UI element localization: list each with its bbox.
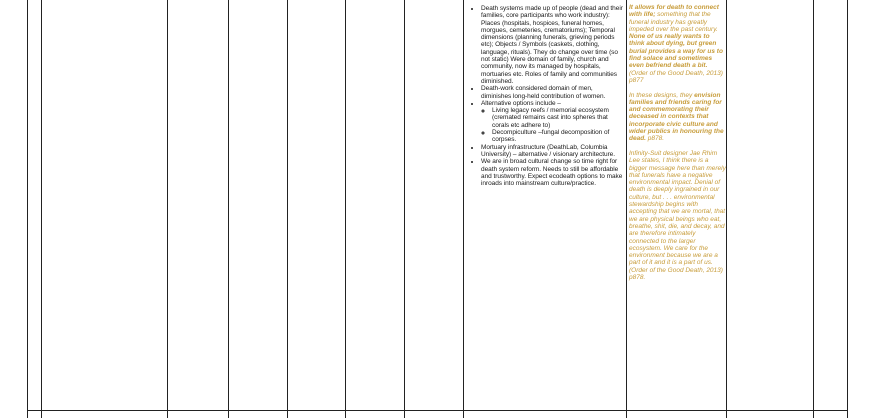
table-bottom-rule [27,410,847,411]
notes-bullet: • Death-work considered domain of men, diminishes long-held contribution of women. [481,85,623,100]
quote-emphasis: It allows for death to connect with life; [629,4,719,19]
quote-text: something that the funeral industry has greatly impeded over the past century. [629,11,718,33]
notes-bullet: • We are in broad cultural change so time right for death system reform. Needs to still be affordable and trustworthy. Expect ecodeath options to make inroads into mainstream culture/practice. [481,158,623,187]
notes-bullet [481,100,623,144]
table-column-rule [167,0,168,418]
quote-text: In these designs, they [629,91,693,99]
table-column-rule [228,0,229,418]
notes-sub-list [481,107,623,143]
table-column-rule [463,0,464,418]
quote-block-2 [629,92,726,143]
quote-citation: (Order of the Good Death, 2013) p877 [629,69,723,84]
notes-bullet-text: Alternative options include – [481,99,561,107]
table-column-rule [287,0,288,418]
quote-citation: p878. [647,135,665,143]
quote-block-3 [629,150,726,281]
table-column-rule [27,0,28,418]
notes-sub-bullet: ◦ Living legacy reefs / memorial ecosystem (cremated remains cast into spheres that corals etc adhere to) [492,107,623,129]
quote-citation: (Order of the Good Death, 2013) p878. [629,266,723,281]
table-column-rule [404,0,405,418]
quote-text: I think there is a bigger message here than merely that funerals have a negative environmental impact. Denial of death is deeply ingrained in our culture, but . . . environmental stewardship begins with accepting that we are mortal, that we are physical beings who eat, breathe, shit, die, and decay, and are therefore intimately connected to the larger ecosystem. We care for the environment because we are a part of it and it is a part of us. [629,157,726,267]
quote-emphasis: None of us really wants to think about dying, but green burial provides a way for us to find solace and sometimes even befriend death a bit. [629,33,723,70]
table-column-rule [345,0,346,418]
notes-cell [471,5,623,187]
table-column-rule [847,0,848,418]
quotes-cell [629,4,726,289]
quote-block-1 [629,4,726,84]
table-column-rule [726,0,727,418]
quote-text: Infinity-Suit designer Jae Rhim Lee states, [629,149,718,165]
notes-bullet: • Mortuary infrastructure (DeathLab, Columbia University) – alternative / visionary architecture. [481,144,623,159]
table-column-rule [626,0,627,418]
notes-bullet-list [471,5,623,187]
table-column-rule [41,0,42,418]
notes-bullet: • Death systems made up of people (dead and their families, core participants who work industry): Places (hospitals, hospices, funeral homes, morgues, cemeteries, crematoriums); Temporal dimensions (planning funerals, grieving periods etc); Objects / Symbols (caskets, clothing, language, rituals). They do change over time (so not static) Were domain of family, church and community, now its managed by hospitals, mortuaries etc. Roles of family and communities diminished. [481,5,623,85]
quote-emphasis: envision families and friends caring for and commemorating their deceased in contexts that incorporate civic culture and wider publics in honouring the dead. [629,91,724,143]
notes-sub-bullet: ◦ Decompiculture –fungal decomposition of corpses. [492,129,623,144]
table-column-rule [813,0,814,418]
